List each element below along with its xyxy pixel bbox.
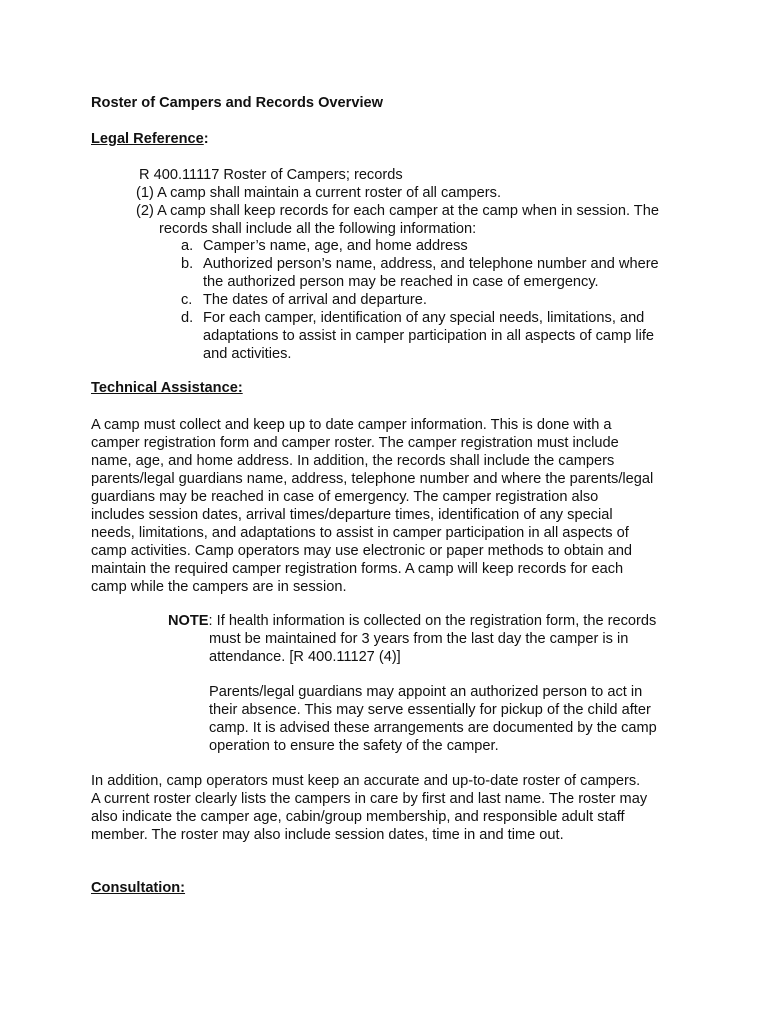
legal-reference-heading xyxy=(91,130,209,148)
note-text: : If health information is collected on the registration form, the records xyxy=(208,613,657,629)
rule-item-2-line-2: records shall include all the following information: xyxy=(159,221,477,237)
sub-item-line: For each camper, identification of any special needs, limitations, and xyxy=(203,310,645,326)
technical-assistance-heading: Technical Assistance: xyxy=(91,380,243,396)
paragraph-line: A camp must collect and keep up to date camper information. This is done with a xyxy=(91,417,612,433)
sub-item-line: Authorized person’s name, address, and telephone number and where xyxy=(203,256,659,272)
sub-item-text xyxy=(203,255,659,291)
note-first-line xyxy=(168,612,656,630)
paragraph-line: camp activities. Camp operators may use electronic or paper methods to obtain and xyxy=(91,543,633,559)
paragraph-line: also indicate the camper age, cabin/group membership, and responsible adult staff xyxy=(91,809,625,825)
technical-paragraph-2 xyxy=(91,772,647,844)
rule-title: R 400.11117 Roster of Campers; records xyxy=(139,167,403,183)
sub-item-line: Camper’s name, age, and home address xyxy=(203,238,468,254)
consultation-heading: Consultation: xyxy=(91,880,186,896)
legal-reference-heading-colon: : xyxy=(203,131,209,147)
paragraph-line: camp. It is advised these arrangements are documented by the camp xyxy=(209,720,657,736)
sub-item-label: b. xyxy=(181,256,194,272)
sub-item-label: d. xyxy=(181,310,194,326)
guardian-paragraph xyxy=(209,683,657,755)
paragraph-line: Parents/legal guardians may appoint an authorized person to act in xyxy=(209,684,643,700)
paragraph-line: operation to ensure the safety of the camper. xyxy=(209,738,499,754)
paragraph-line: guardians may be reached in case of emergency. The camper registration also xyxy=(91,489,599,505)
note-line: must be maintained for 3 years from the last day the camper is in xyxy=(209,631,629,647)
paragraph-line: needs, limitations, and adaptations to assist in camper participation in all aspects of xyxy=(91,525,629,541)
paragraph-line: camp while the campers are in session. xyxy=(91,579,347,595)
sub-item-text xyxy=(203,237,468,255)
paragraph-line: name, age, and home address. In addition, the records shall include the campers xyxy=(91,453,615,469)
sub-item-line: the authorized person may be reached in case of emergency. xyxy=(203,274,599,290)
legal-reference-heading-text: Legal Reference xyxy=(91,131,204,147)
rule-item-1: (1) A camp shall maintain a current roster of all campers. xyxy=(136,185,501,201)
paragraph-line: A current roster clearly lists the campers in care by first and last name. The roster may xyxy=(91,791,648,807)
sub-item-text xyxy=(203,309,654,363)
sub-item-line: The dates of arrival and departure. xyxy=(203,292,427,308)
paragraph-line: maintain the required camper registration forms. A camp will keep records for each xyxy=(91,561,624,577)
sub-item-label: c. xyxy=(181,292,193,308)
sub-item-label: a. xyxy=(181,238,194,254)
paragraph-line: their absence. This may serve essentially for pickup of the child after xyxy=(209,702,651,718)
paragraph-line: member. The roster may also include session dates, time in and time out. xyxy=(91,827,564,843)
note-label: NOTE xyxy=(168,613,209,629)
note-line: attendance. [R 400.11127 (4)] xyxy=(209,649,401,665)
page-title: Roster of Campers and Records Overview xyxy=(91,95,383,111)
paragraph-line: parents/legal guardians name, address, telephone number and where the parents/legal xyxy=(91,471,654,487)
sub-item-line: and activities. xyxy=(203,346,292,362)
paragraph-line: includes session dates, arrival times/departure times, identification of any special xyxy=(91,507,613,523)
paragraph-line: In addition, camp operators must keep an accurate and up-to-date roster of campers. xyxy=(91,773,641,789)
sub-item-text xyxy=(203,291,427,309)
rule-item-2-line-1: (2) A camp shall keep records for each camper at the camp when in session. The xyxy=(136,203,659,219)
technical-paragraph-1 xyxy=(91,416,653,596)
sub-item-line: adaptations to assist in camper participation in all aspects of camp life xyxy=(203,328,655,344)
note-continuation xyxy=(209,630,628,666)
paragraph-line: camper registration form and camper roster. The camper registration must include xyxy=(91,435,619,451)
